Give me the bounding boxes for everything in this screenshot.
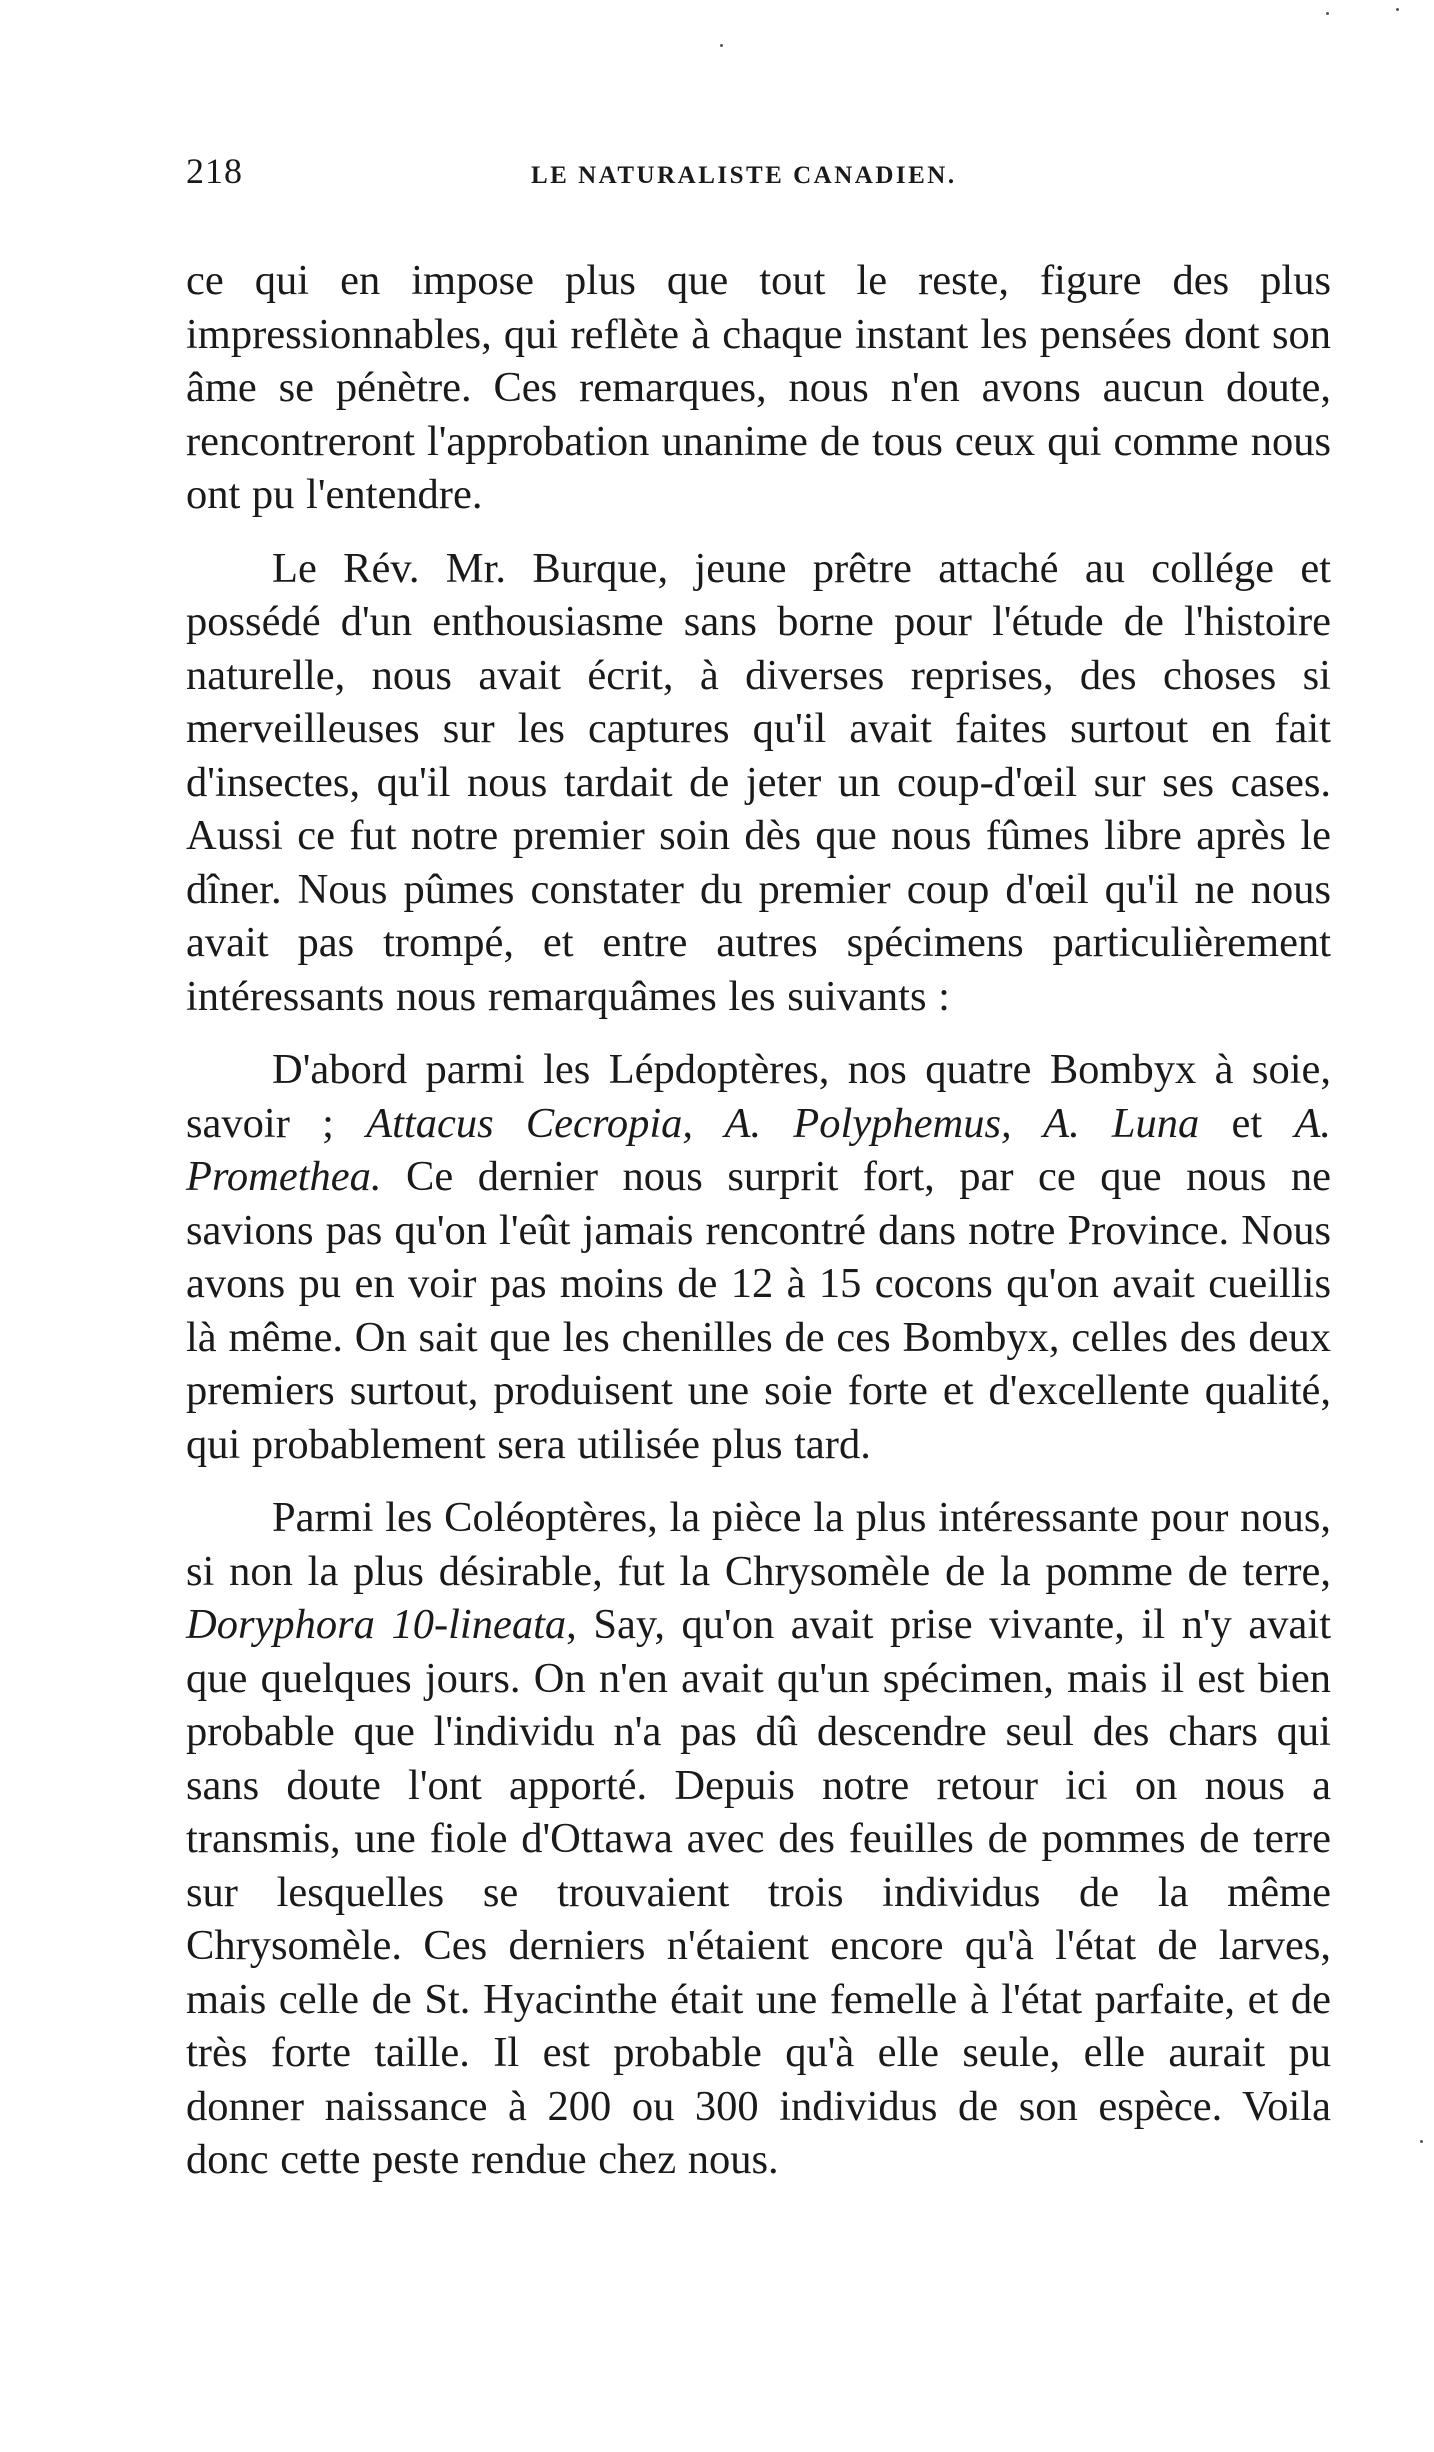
paragraph-2 <box>186 542 1331 1024</box>
scan-speck <box>1420 2140 1423 2143</box>
paragraph-1-text: ce qui en impose plus que tout le reste, figure des plus impressionnables, qui reflète à chaque instant les pensées dont son âme se pénètre. Ces remarques, nous n'en avons aucun doute, rencontreront l'approbation unanime de tous ceux qui comme nous ont pu l'entendre. <box>186 257 1331 518</box>
paragraph-4 <box>186 1491 1331 2187</box>
body-text <box>186 254 1331 2187</box>
scan-speck <box>1396 8 1399 11</box>
scan-speck <box>720 44 723 47</box>
paragraph-3 <box>186 1043 1331 1471</box>
paragraph-4-text-a: Parmi les Coléoptères, la pièce la plus intéressante pour nous, si non la plus désirable, fut la Chrysomèle de la pomme de terre, <box>186 1494 1331 1595</box>
scan-speck <box>1326 12 1329 15</box>
paragraph-3-text-b: et <box>1199 1099 1295 1147</box>
page-content <box>186 150 1331 2207</box>
paragraph-4-text-b: , Say, qu'on avait prise vivante, il n'y avait que quelques jours. On n'en avait qu'un spécimen, mais il est bien probable que l'individu n'a pas dû descendre seul des chars qui sans doute l'ont apporté. Depuis notre retour ici on nous a transmis, une fiole d'Ottawa avec des feuilles de pommes de terre sur lesquelles se trouvaient trois individus de la même Chrysomèle. Ces derniers n'étaient encore qu'à l'état de larves, mais celle de St. Hyacinthe était une femelle à l'état parfaite, et de très forte taille. Il est probable qu'à elle seule, elle aurait pu donner naissance à 200 ou 300 individus de son espèce. Voila donc cette peste rendue chez nous. <box>186 1601 1331 2183</box>
species-names-attacus: Attacus Cecropia, A. Polyphemus, A. Luna <box>366 1099 1200 1147</box>
paragraph-3-text-a: D'abord parmi les Lépdoptères, nos quatre Bombyx à soie, savoir ; <box>186 1046 1331 1147</box>
paragraph-3-text-c: Ce dernier nous surprit fort, par ce que nous ne savions pas qu'on l'eût jamais rencontré dans notre Province. Nous avons pu en voir pas moins de 12 à 15 cocons qu'on avait cueillis là même. On sait que les chenilles de ces Bombyx, celles des deux premiers surtout, produisent une soie forte et d'excellente qualité, qui probablement sera utilisée plus tard. <box>186 1153 1331 1468</box>
paragraph-2-text: Le Rév. Mr. Burque, jeune prêtre attaché au collége et possédé d'un enthousiasme sans borne pour l'étude de l'histoire naturelle, nous avait écrit, à diverses reprises, des choses si merveilleuses sur les captures qu'il avait faites surtout en fait d'insectes, qu'il nous tardait de jeter un coup-d'œil sur ses cases. Aussi ce fut notre premier soin dès que nous fûmes libre après le dîner. Nous pûmes constater du premier coup d'œil qu'il ne nous avait pas trompé, et entre autres spécimens particulièrement intéressants nous remarquâmes les suivants : <box>186 544 1331 1020</box>
running-title: LE NATURALISTE CANADIEN. <box>531 162 957 189</box>
page-header <box>186 150 1331 210</box>
paragraph-1 <box>186 254 1331 522</box>
species-name-promethea: A. Promethea. <box>186 1099 1332 1200</box>
page-number: 218 <box>186 151 243 191</box>
species-name-doryphora: Doryphora 10-lineata <box>186 1601 567 1648</box>
